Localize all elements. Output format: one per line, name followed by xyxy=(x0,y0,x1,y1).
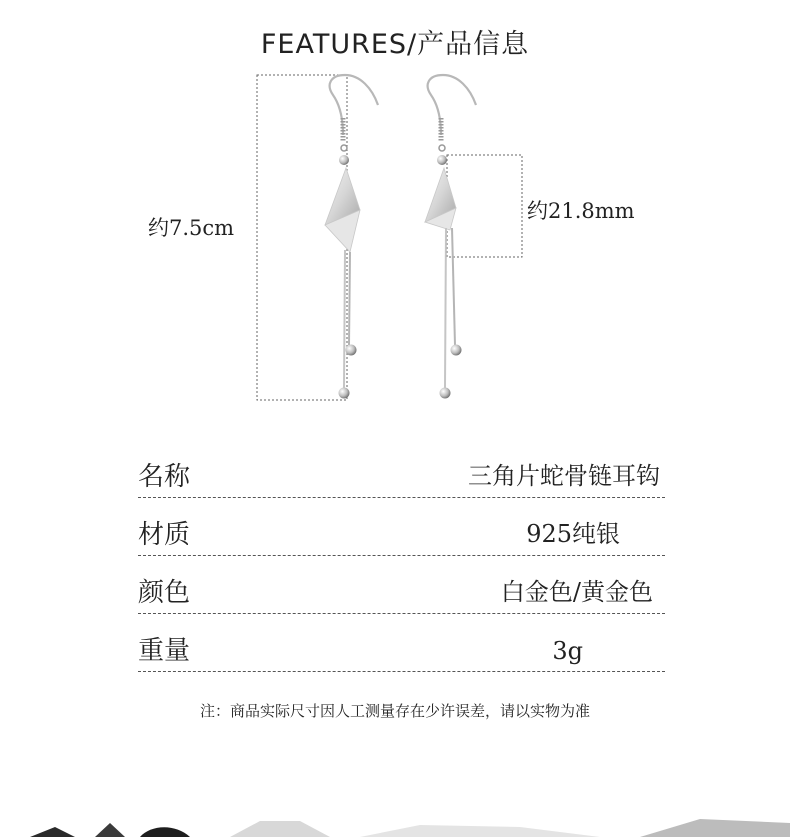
spec-label: 名称 xyxy=(138,462,191,492)
next-section-preview xyxy=(0,815,790,837)
spec-table xyxy=(138,440,665,672)
product-figure xyxy=(0,60,790,410)
spec-label: 颜色 xyxy=(138,578,191,608)
page-title: FEATURES/产品信息 xyxy=(260,29,530,60)
left-earring xyxy=(325,75,378,399)
spec-label: 材质 xyxy=(138,520,191,550)
spec-row-color xyxy=(138,556,665,614)
spec-label: 重量 xyxy=(138,636,191,666)
height-dimension-label: 约7.5cm xyxy=(148,216,235,240)
spec-value: 3g xyxy=(552,637,583,665)
spec-row-material xyxy=(138,498,665,556)
right-earring xyxy=(425,75,476,399)
pendant-dimension-box xyxy=(447,155,522,257)
spec-value: 白金色/黄金色 xyxy=(500,578,653,606)
measurement-note: 注：商品实际尺寸因人工测量存在少许误差，请以实物为准 xyxy=(199,702,590,720)
spec-value: 三角片蛇骨链耳钩 xyxy=(468,462,660,490)
pendant-dimension-label: 约21.8mm xyxy=(527,199,635,223)
spec-row-weight xyxy=(138,614,665,672)
height-dimension-box xyxy=(257,75,347,400)
spec-value: 925纯银 xyxy=(526,520,620,548)
spec-row-name xyxy=(138,440,665,498)
earring-illustration xyxy=(0,60,790,410)
